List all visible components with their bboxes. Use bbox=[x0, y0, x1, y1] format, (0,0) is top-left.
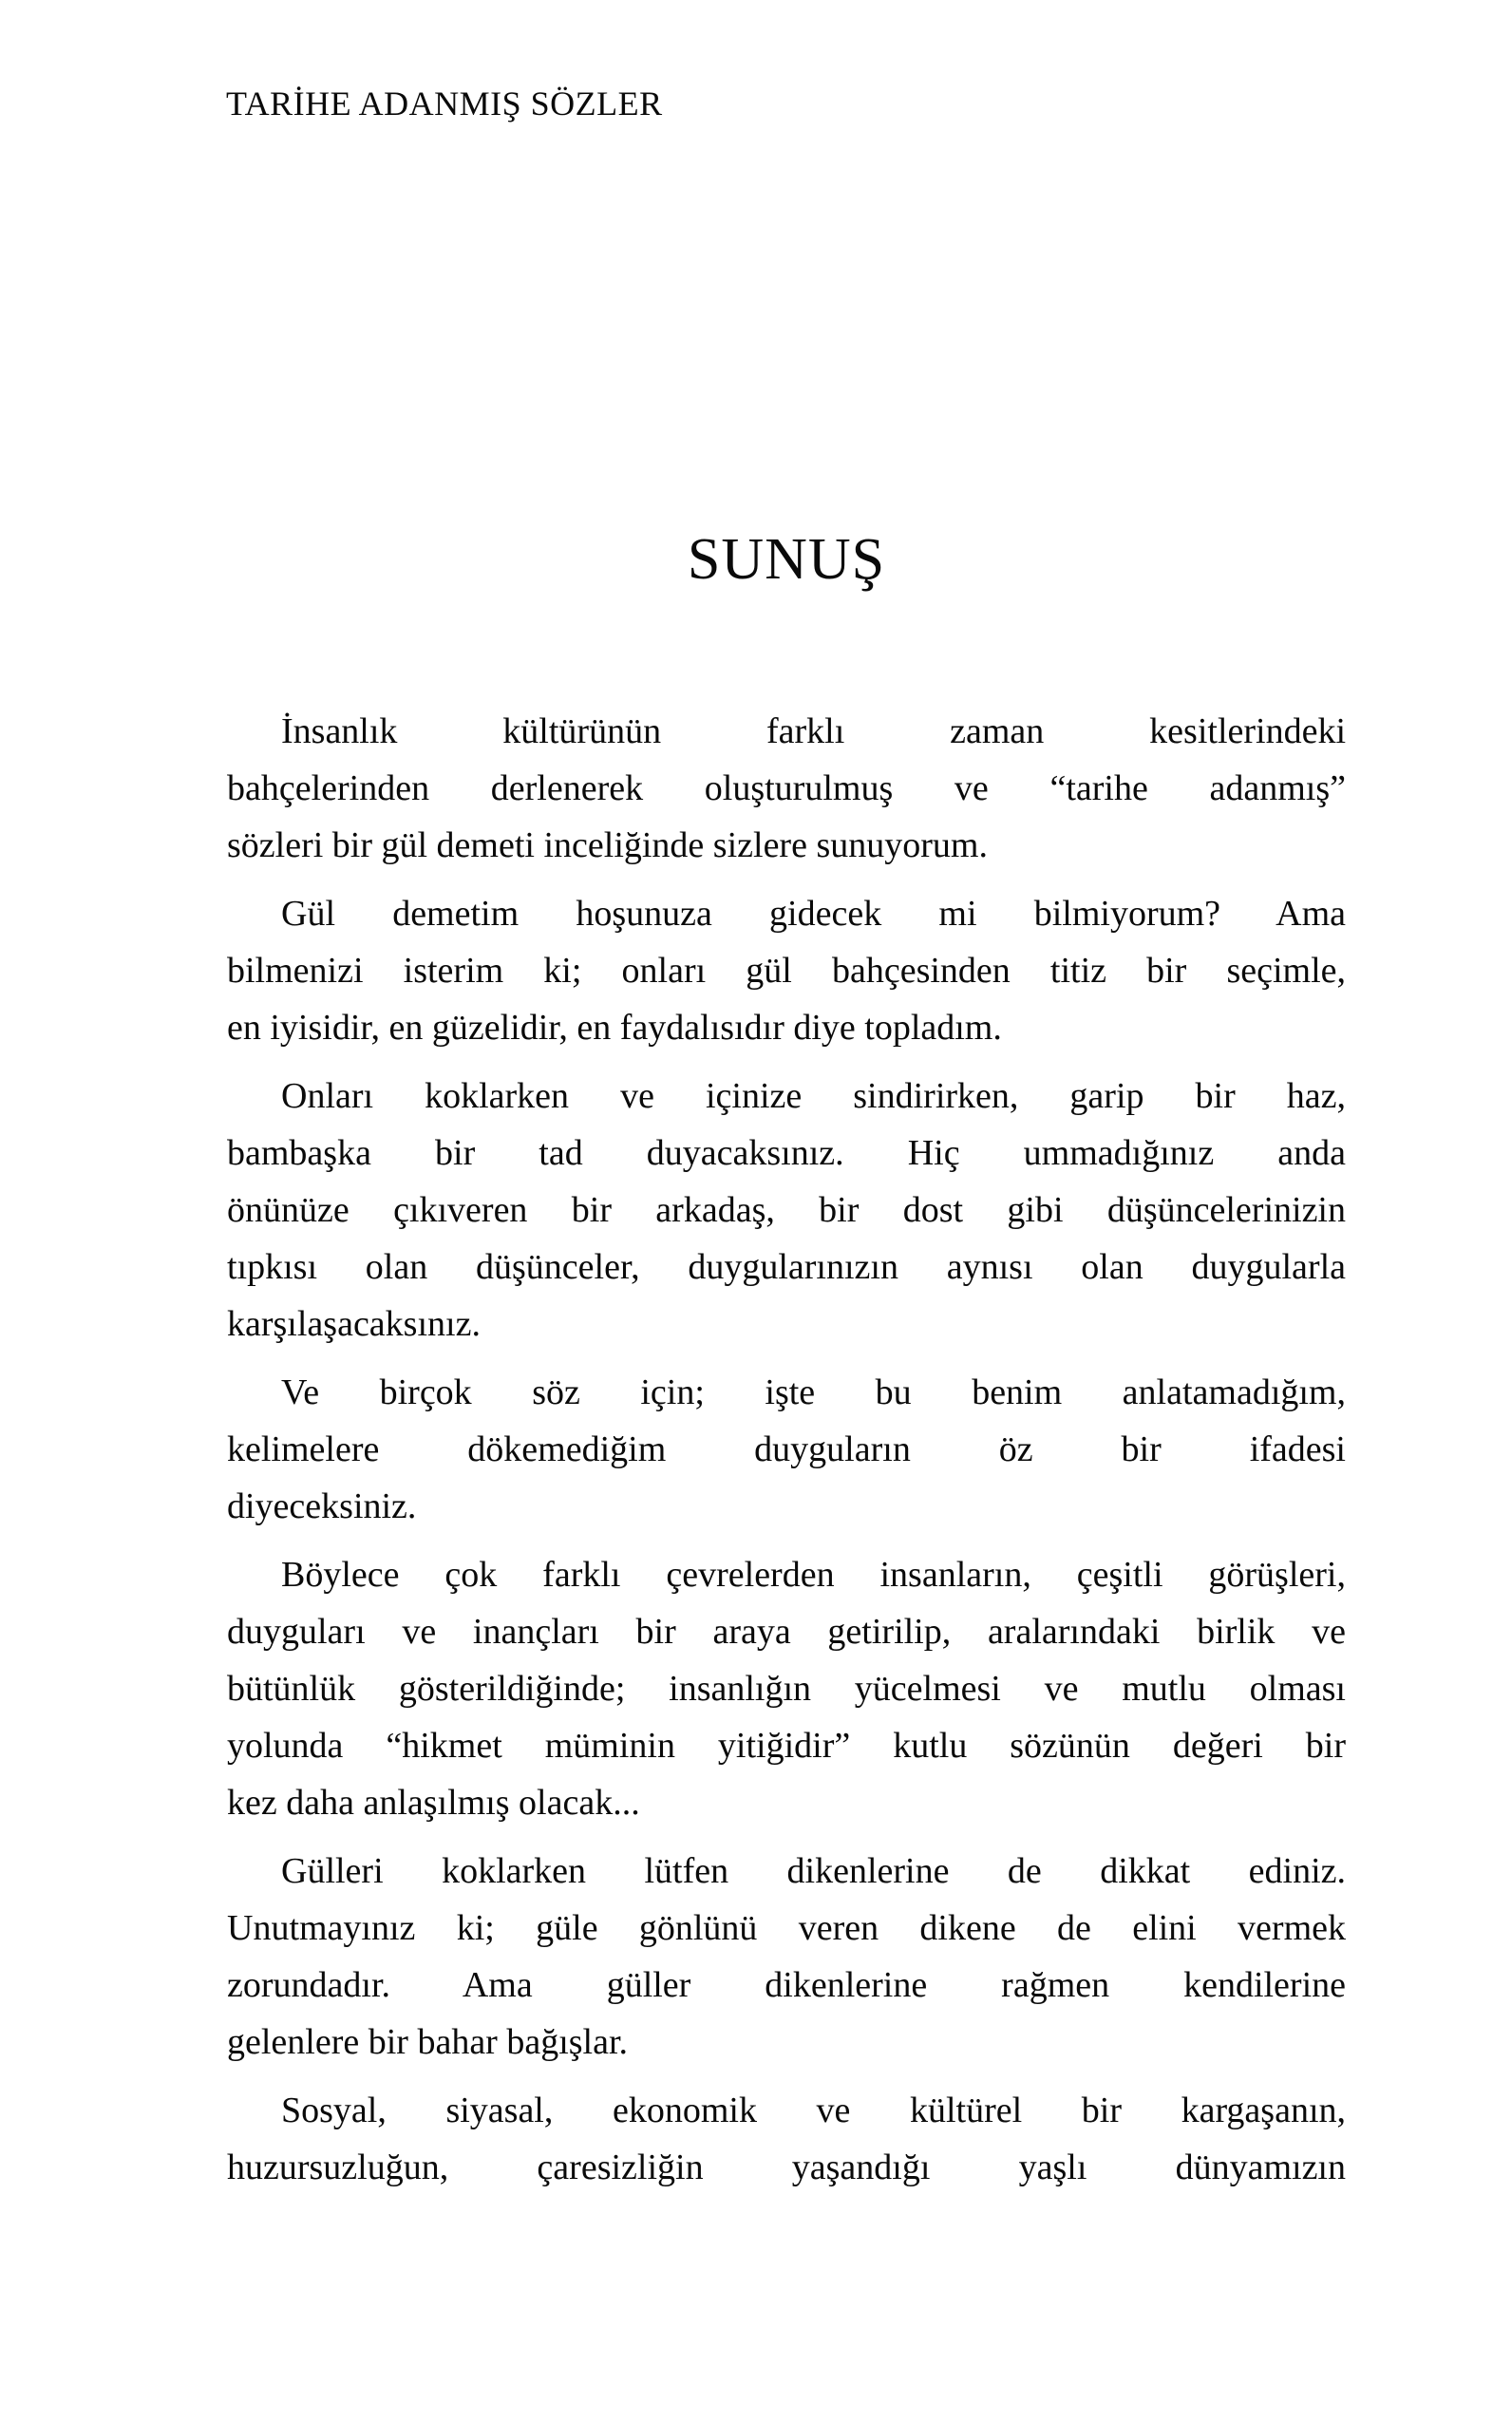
text-line: Unutmayınız ki; güle gönlünü veren dikene de elini vermek bbox=[227, 1908, 1346, 1948]
text-line: duyguları ve inançları bir araya getirilip, aralarındaki birlik ve bbox=[227, 1612, 1346, 1652]
paragraph bbox=[227, 2082, 1346, 2196]
text-line: Böylece çok farklı çevrelerden insanların, çeşitli görüşleri, bbox=[281, 1555, 1346, 1595]
section-title: SUNUŞ bbox=[687, 527, 886, 592]
text-line: Gül demetim hoşunuza gidecek mi bilmiyorum? Ama bbox=[281, 894, 1346, 934]
text-line: bahçelerinden derlenerek oluşturulmuş ve “tarihe adanmış” bbox=[227, 768, 1346, 808]
text-line: Onları koklarken ve içinize sindirirken, garip bir haz, bbox=[281, 1076, 1346, 1116]
paragraph bbox=[227, 1068, 1346, 1353]
text-line: İnsanlık kültürünün farklı zaman kesitlerindeki bbox=[281, 711, 1346, 751]
paragraph bbox=[227, 1546, 1346, 1831]
text-line: zorundadır. Ama güller dikenlerine rağmen kendilerine bbox=[227, 1965, 1346, 2005]
text-line: önünüze çıkıveren bir arkadaş, bir dost gibi düşüncelerinizin bbox=[227, 1190, 1346, 1230]
text-line: en iyisidir, en güzelidir, en faydalısıdır diye topladım. bbox=[227, 1008, 1002, 1048]
text-line: karşılaşacaksınız. bbox=[227, 1304, 481, 1344]
text-line: sözleri bir gül demeti inceliğinde sizlere sunuyorum. bbox=[227, 825, 988, 865]
text-line: kelimelere dökemediğim duyguların öz bir ifadesi bbox=[227, 1429, 1346, 1469]
text-line: bütünlük gösterildiğinde; insanlığın yücelmesi ve mutlu olması bbox=[227, 1669, 1346, 1709]
paragraph bbox=[227, 1364, 1346, 1535]
text-line: tıpkısı olan düşünceler, duygularınızın aynısı olan duygularla bbox=[227, 1247, 1346, 1287]
body-text bbox=[227, 703, 1346, 2207]
text-line: gelenlere bir bahar bağışlar. bbox=[227, 2022, 629, 2062]
text-line: bambaşka bir tad duyacaksınız. Hiç ummadığınız anda bbox=[227, 1133, 1346, 1173]
text-line: diyeceksiniz. bbox=[227, 1486, 417, 1526]
text-line: yolunda “hikmet müminin yitiğidir” kutlu sözünün değeri bir bbox=[227, 1726, 1346, 1766]
paragraph bbox=[227, 703, 1346, 874]
text-line: huzursuzluğun, çaresizliğin yaşandığı yaşlı dünyamızın bbox=[227, 2148, 1346, 2187]
paragraph bbox=[227, 885, 1346, 1056]
text-line: Ve birçok söz için; işte bu benim anlatamadığım, bbox=[281, 1372, 1346, 1412]
text-line: bilmenizi isterim ki; onları gül bahçesinden titiz bir seçimle, bbox=[227, 951, 1346, 991]
text-line: Sosyal, siyasal, ekonomik ve kültürel bir kargaşanın, bbox=[281, 2091, 1346, 2130]
text-line: kez daha anlaşılmış olacak... bbox=[227, 1783, 640, 1823]
running-header: TARİHE ADANMIŞ SÖZLER bbox=[226, 85, 663, 123]
paragraph bbox=[227, 1843, 1346, 2071]
text-line: Gülleri koklarken lütfen dikenlerine de dikkat ediniz. bbox=[281, 1851, 1346, 1891]
